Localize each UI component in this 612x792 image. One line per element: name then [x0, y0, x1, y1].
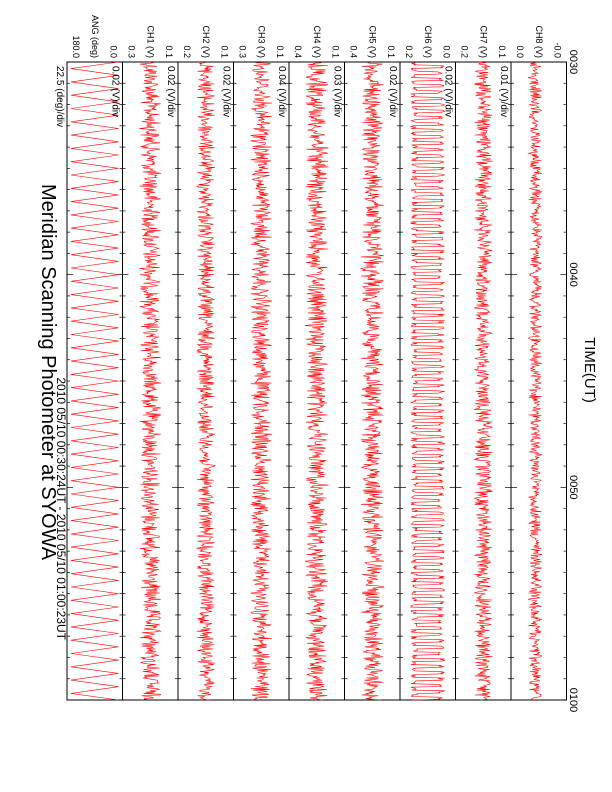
y-tick-bottom: 0.0	[108, 45, 119, 58]
panel-frame	[67, 62, 123, 700]
channel-label: CH3 (V)	[256, 25, 267, 58]
scale-label: 0.04 (V)/div	[276, 66, 287, 118]
series-ch2	[197, 62, 215, 700]
panel-ch8	[498, 25, 567, 700]
y-tick-top: 0.4	[348, 45, 359, 58]
series-ang	[71, 62, 119, 700]
y-tick-bottom: 0.1	[497, 45, 507, 58]
y-tick-top: 0.2	[404, 45, 414, 58]
x-tick-labels	[567, 50, 579, 712]
channel-label: CH7 (V)	[478, 25, 489, 58]
x-tick-0050: 0050	[567, 475, 579, 500]
y-tick-top: 0.2	[459, 45, 470, 58]
panel-ch3	[221, 25, 290, 700]
rotated-chart	[37, 15, 598, 712]
panel-ch1	[110, 25, 179, 700]
scale-label: 0.02 (V)/div	[109, 66, 121, 118]
x-tick-0030: 0030	[567, 49, 579, 75]
y-tick-bottom: -0.0	[552, 42, 563, 58]
scale-label: 22.5 (deg)/div	[54, 66, 65, 128]
channel-label: CH4 (V)	[311, 25, 322, 58]
panel-ch5	[332, 25, 401, 700]
channel-label: CH1 (V)	[145, 25, 156, 58]
channel-label: CH5 (V)	[367, 25, 378, 58]
scale-label: 0.02 (V)/div	[442, 66, 454, 118]
y-tick-bottom: 0.1	[386, 45, 396, 58]
y-tick-top: 0.3	[237, 45, 248, 58]
series-ch7	[474, 62, 493, 700]
scale-label: 0.02 (V)/div	[165, 66, 176, 118]
panels	[54, 15, 567, 700]
x-tick-0100: 0100	[567, 687, 579, 713]
channel-label: ANG (deg)	[89, 14, 100, 58]
y-tick-top: 0.0	[515, 45, 525, 58]
scale-label: 0.02 (V)/div	[220, 66, 232, 118]
chart-subtitle: 2010 05/10 00:30:24UT - 2010 05/10 01:00:23UT	[54, 377, 68, 640]
x-tick-0040: 0040	[567, 262, 579, 287]
panel-ch2	[165, 25, 234, 700]
series-ch6	[411, 62, 445, 700]
y-tick-bottom: 0.1	[219, 45, 230, 58]
series-ch5	[361, 62, 384, 700]
y-tick-top: 0.4	[293, 45, 303, 58]
series-ch4	[305, 62, 329, 700]
y-tick-bottom: 0.1	[275, 45, 285, 58]
y-tick-top: 180.0	[71, 35, 81, 58]
series-ch3	[251, 62, 273, 700]
series-ch1	[139, 62, 161, 700]
panel-frame	[511, 62, 567, 700]
panel-ch6	[387, 25, 456, 700]
scale-label: 0.01 (V)/div	[498, 66, 509, 118]
panel-ch4	[276, 25, 345, 700]
y-tick-top: 0.2	[182, 45, 192, 58]
series-ch8	[528, 62, 542, 700]
y-tick-bottom: 0.1	[330, 45, 341, 58]
x-axis-label: TIME(UT)	[581, 337, 598, 403]
y-tick-bottom: 0.0	[441, 45, 452, 58]
scale-label: 0.02 (V)/div	[387, 66, 398, 118]
y-tick-bottom: 0.1	[164, 45, 174, 58]
channel-label: CH8 (V)	[533, 25, 544, 58]
panel-ch7	[443, 25, 512, 700]
y-tick-top: 0.3	[126, 45, 137, 58]
channel-label: CH6 (V)	[422, 25, 433, 58]
scale-label: 0.03 (V)/div	[331, 66, 343, 118]
chart-title: Meridian Scanning Photometer at SYOWA	[37, 183, 59, 561]
channel-label: CH2 (V)	[200, 25, 211, 58]
